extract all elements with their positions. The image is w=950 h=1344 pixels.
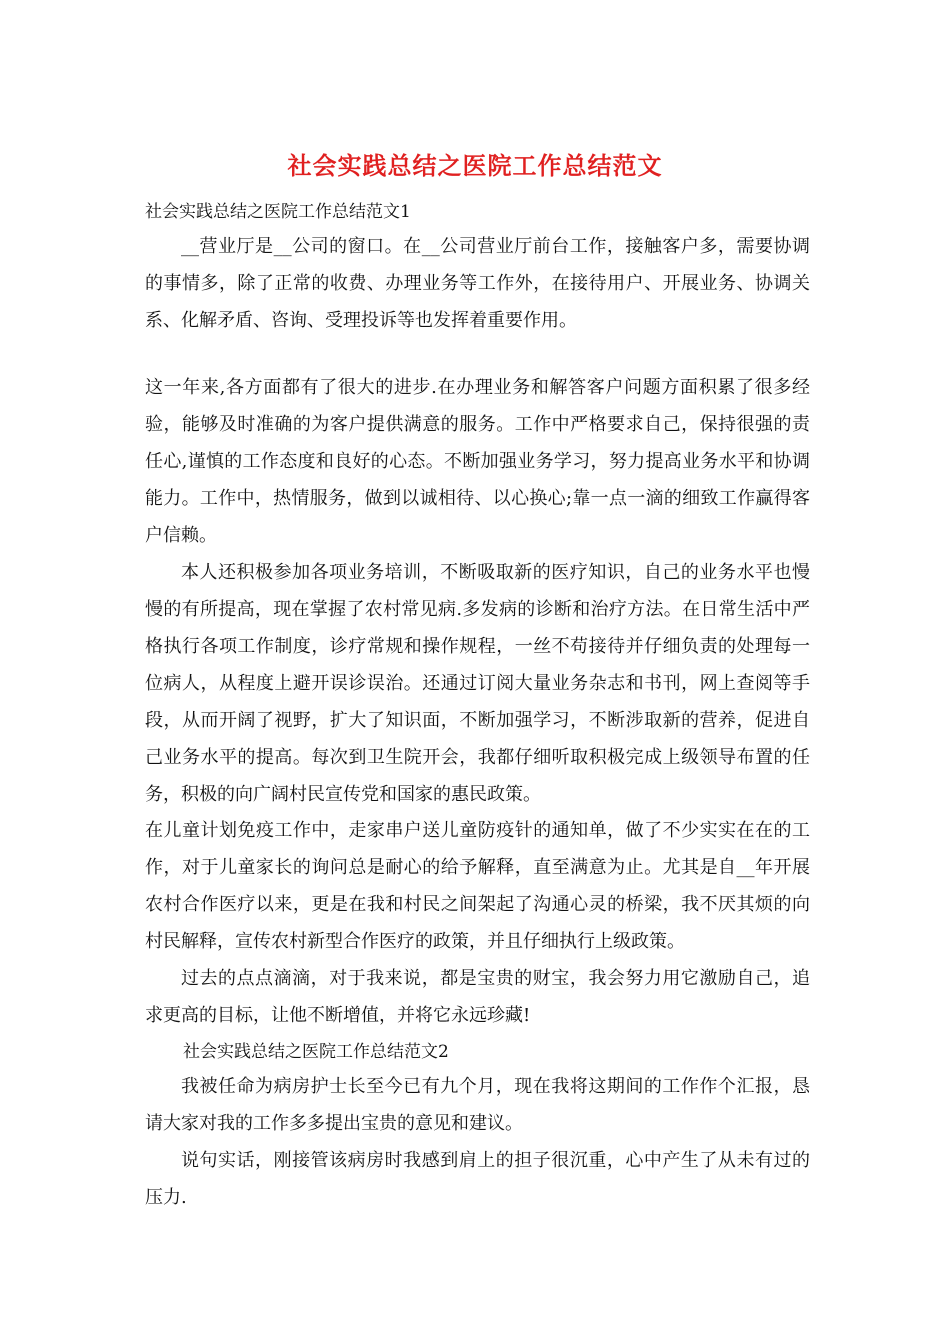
paragraph-1: __营业厅是__公司的窗口。在__公司营业厅前台工作，接触客户多，需要协调的事情多，除了正常的收费、办理业务等工作外，在接待用户、开展业务、协调关系、化解矛盾、咨询、受理投诉等也发挥着重要作用。 xyxy=(145,236,810,331)
page-title: 社会实践总结之医院工作总结范文 xyxy=(287,151,663,180)
paragraph-3: 本人还积极参加各项业务培训，不断吸取新的医疗知识，自己的业务水平也慢慢的有所提高，现在掌握了农村常见病.多发病的诊断和治疗方法。在日常生活中严格执行各项工作制度，诊疗常规和操作规程，一丝不苟接待并仔细负责的处理每一位病人，从程度上避开误诊误治。还通过订阅大量业务杂志和书刊，网上查阅等手段，从而开阔了视野，扩大了知识面，不断加强学习，不断涉取新的营养，促进自己业务水平的提高。每次到卫生院开会，我都仔细听取积极完成上级领导布置的任务，积极的向广阔村民宣传党和国家的惠民政策。 xyxy=(145,562,810,805)
paragraph-2: 这一年来,各方面都有了很大的进步.在办理业务和解答客户问题方面积累了很多经验，能够及时准确的为客户提供满意的服务。工作中严格要求自己，保持很强的责任心,谨慎的工作态度和良好的心态。不断加强业务学习，努力提高业务水平和协调能力。工作中，热情服务，做到以诚相待、以心换心;靠一点一滴的细致工作赢得客户信赖。 xyxy=(145,377,810,546)
paragraph-5: 过去的点点滴滴，对于我来说，都是宝贵的财宝，我会努力用它激励自己，追求更高的目标，让他不断增值，并将它永远珍藏! xyxy=(145,968,810,1026)
section-heading-1: 社会实践总结之医院工作总结范文1 xyxy=(145,202,411,222)
paragraph-4: 在儿童计划免疫工作中，走家串户送儿童防疫针的通知单，做了不少实实在在的工作，对于儿童家长的询问总是耐心的给予解释，直至满意为止。尤其是自__年开展农村合作医疗以来，更是在我和村民之间架起了沟通心灵的桥梁，我不厌其烦的向村民解释，宣传农村新型合作医疗的政策，并且仔细执行上级政策。 xyxy=(145,820,810,952)
paragraph-6: 我被任命为病房护士长至今已有九个月，现在我将这期间的工作作个汇报，恳请大家对我的工作多多提出宝贵的意见和建议。 xyxy=(145,1076,810,1134)
section-heading-2: 社会实践总结之医院工作总结范文2 xyxy=(183,1042,449,1062)
paragraph-7: 说句实话，刚接管该病房时我感到肩上的担子很沉重，心中产生了从未有过的压力. xyxy=(145,1150,810,1208)
